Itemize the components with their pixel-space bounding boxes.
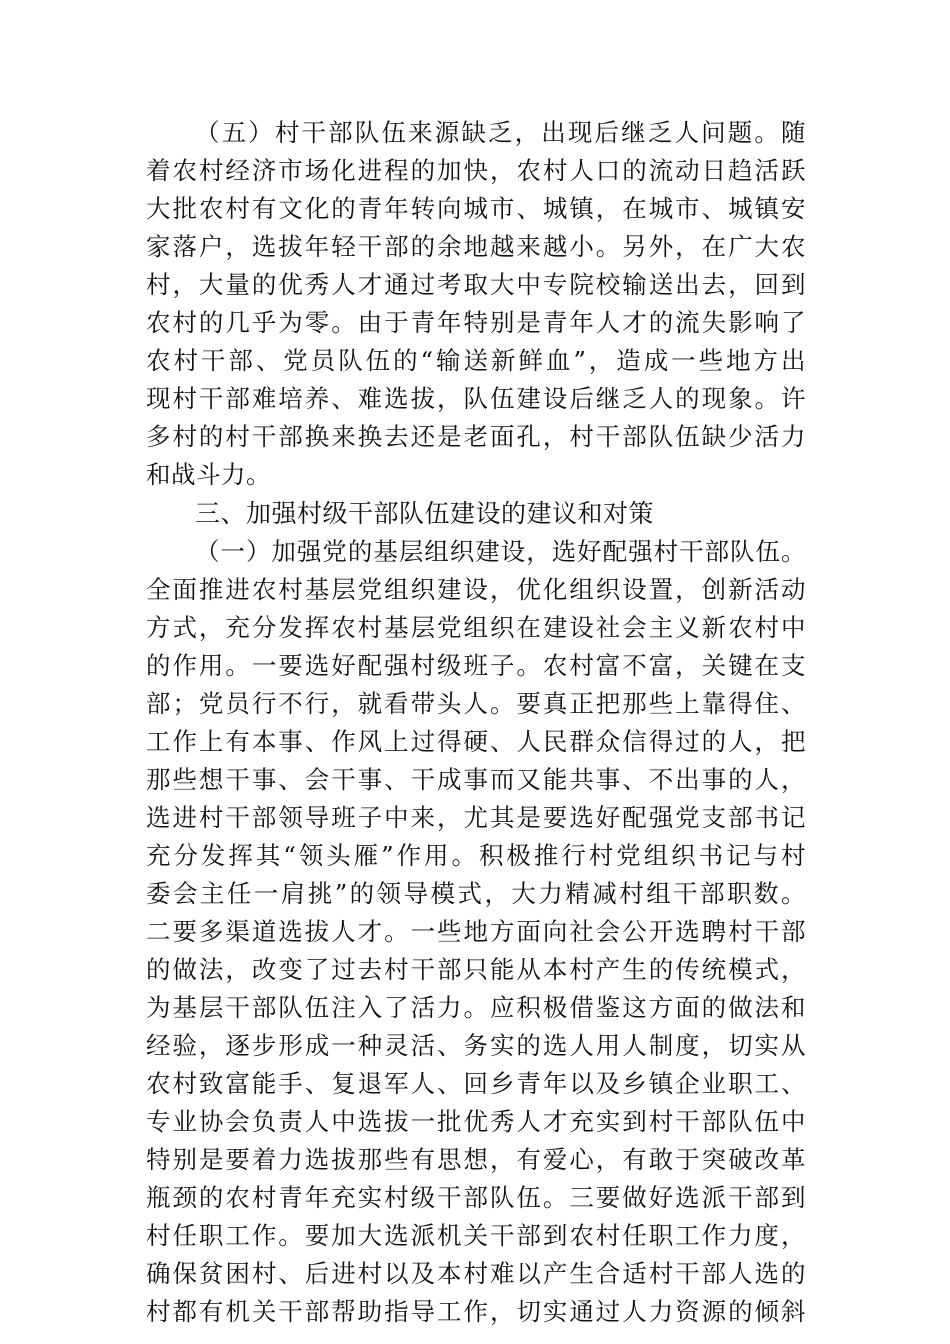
paragraph-line: 充分发挥其“领头雁”作用。积极推行村党组织书记与村 (146, 841, 806, 870)
paragraph-line: 和战斗力。 (146, 460, 271, 489)
section-heading: 三、加强村级干部队伍建设的建议和对策 (195, 499, 655, 528)
paragraph-line: （一）加强党的基层组织建设，选好配强村干部队伍。 (195, 537, 806, 566)
paragraph-line: 农村的几乎为零。由于青年特别是青年人才的流失影响了 (146, 308, 806, 337)
paragraph-line: 村任职工作。要加大选派机关干部到农村任职工作力度， (146, 1221, 806, 1250)
paragraph-line: 委会主任一肩挑”的领导模式，大力精减村组干部职数。 (146, 879, 806, 908)
paragraph-line: 选进村干部领导班子中来，尤其是要选好配强党支部书记 (146, 803, 806, 832)
paragraph-line: 部；党员行不行，就看带头人。要真正把那些上靠得住、 (146, 689, 806, 718)
paragraph-line: 家落户，选拔年轻干部的余地越来越小。另外，在广大农 (146, 232, 806, 261)
paragraph-line: 村都有机关干部帮助指导工作，切实通过人力资源的倾斜 (146, 1297, 806, 1326)
paragraph-line: 方式，充分发挥农村基层党组织在建设社会主义新农村中 (146, 613, 806, 642)
paragraph-line: 的做法，改变了过去村干部只能从本村产生的传统模式， (146, 955, 806, 984)
paragraph-line: 农村干部、党员队伍的“输送新鲜血”，造成一些地方出 (146, 346, 806, 375)
paragraph-line: 那些想干事、会干事、干成事而又能共事、不出事的人， (146, 765, 806, 794)
paragraph-line: （五）村干部队伍来源缺乏，出现后继乏人问题。随 (195, 118, 806, 147)
paragraph-line: 工作上有本事、作风上过得硬、人民群众信得过的人，把 (146, 727, 806, 756)
paragraph-line: 现村干部难培养、难选拔，队伍建设后继乏人的现象。许 (146, 384, 806, 413)
paragraph-line: 二要多渠道选拔人才。一些地方面向社会公开选聘村干部 (146, 917, 806, 946)
paragraph-line: 着农村经济市场化进程的加快，农村人口的流动日趋活跃 (146, 156, 806, 185)
paragraph-line: 确保贫困村、后进村以及本村难以产生合适村干部人选的 (146, 1259, 806, 1288)
paragraph-line: 多村的村干部换来换去还是老面孔，村干部队伍缺少活力 (146, 422, 806, 451)
paragraph-line: 村，大量的优秀人才通过考取大中专院校输送出去，回到 (146, 270, 806, 299)
paragraph-line: 专业协会负责人中选拔一批优秀人才充实到村干部队伍中 (146, 1107, 806, 1136)
paragraph-line: 大批农村有文化的青年转向城市、城镇，在城市、城镇安 (146, 194, 806, 223)
paragraph-line: 瓶颈的农村青年充实村级干部队伍。三要做好选派干部到 (146, 1183, 806, 1212)
paragraph-line: 农村致富能手、复退军人、回乡青年以及乡镇企业职工、 (146, 1069, 806, 1098)
paragraph-line: 特别是要着力选拔那些有思想，有爱心，有敢于突破改革 (146, 1145, 806, 1174)
paragraph-line: 全面推进农村基层党组织建设，优化组织设置，创新活动 (146, 575, 806, 604)
paragraph-line: 经验，逐步形成一种灵活、务实的选人用人制度，切实从 (146, 1031, 806, 1060)
paragraph-line: 为基层干部队伍注入了活力。应积极借鉴这方面的做法和 (146, 993, 806, 1022)
paragraph-line: 的作用。一要选好配强村级班子。农村富不富，关键在支 (146, 651, 806, 680)
